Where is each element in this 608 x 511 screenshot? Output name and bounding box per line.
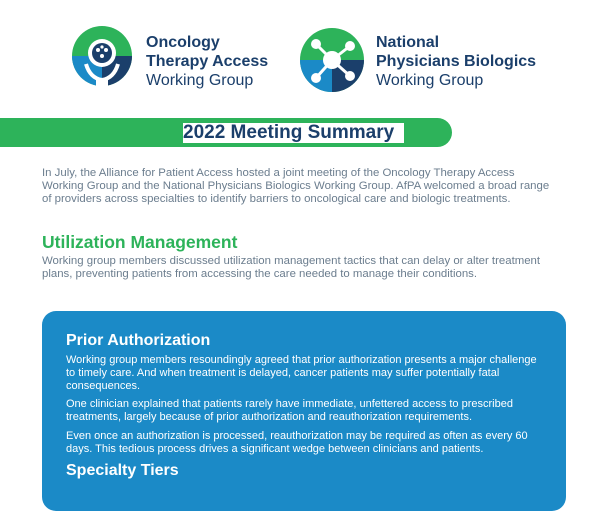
logo1-line3: Working Group <box>146 71 254 89</box>
card-paragraph-2: One clinician explained that patients rarely have immediate, unfettered access to prescribed treatments, largely because of prior authorization and reauthorization requirements. <box>66 398 513 423</box>
utilization-heading: Utilization Management <box>42 232 238 252</box>
oncology-hands-icon <box>66 26 138 96</box>
logo2-line3: Working Group <box>376 71 484 89</box>
logo2-line2: Physicians Biologics <box>376 52 537 70</box>
prior-authorization-heading: Prior Authorization <box>66 332 211 349</box>
biologics-logo <box>296 26 536 96</box>
card-paragraph-3: Even once an authorization is processed, reauthorization may be required as often as every 60 days. This tedious process drives a significant wedge between clinicians and patients. <box>66 430 528 455</box>
logo2-line1: National <box>376 33 440 51</box>
specialty-tiers-heading: Specialty Tiers <box>66 462 179 479</box>
intro-paragraph: In July, the Alliance for Patient Access hosted a joint meeting of the Oncology Therapy Access Working Group and the National Physicians Biologics Working Group. AfPA welcomed a broad range of providers across specialties to identify barriers to oncological care and biologic treatments. <box>42 167 550 206</box>
page-title: 2022 Meeting Summary <box>183 123 404 143</box>
logo1-line2: Therapy Access <box>146 52 269 70</box>
utilization-paragraph: Working group members discussed utilization management tactics that can delay or alter treatment plans, preventing patients from accessing the care needed to manage their conditions. <box>42 255 541 281</box>
card-paragraph-1: Working group members resoundingly agreed that prior authorization presents a major challenge to timely care. And when treatment is delayed, cancer patients may suffer potentially fatal consequences. <box>66 354 537 392</box>
molecule-icon <box>296 26 368 96</box>
logo1-line1: Oncology <box>146 33 220 51</box>
oncology-logo <box>66 26 268 96</box>
